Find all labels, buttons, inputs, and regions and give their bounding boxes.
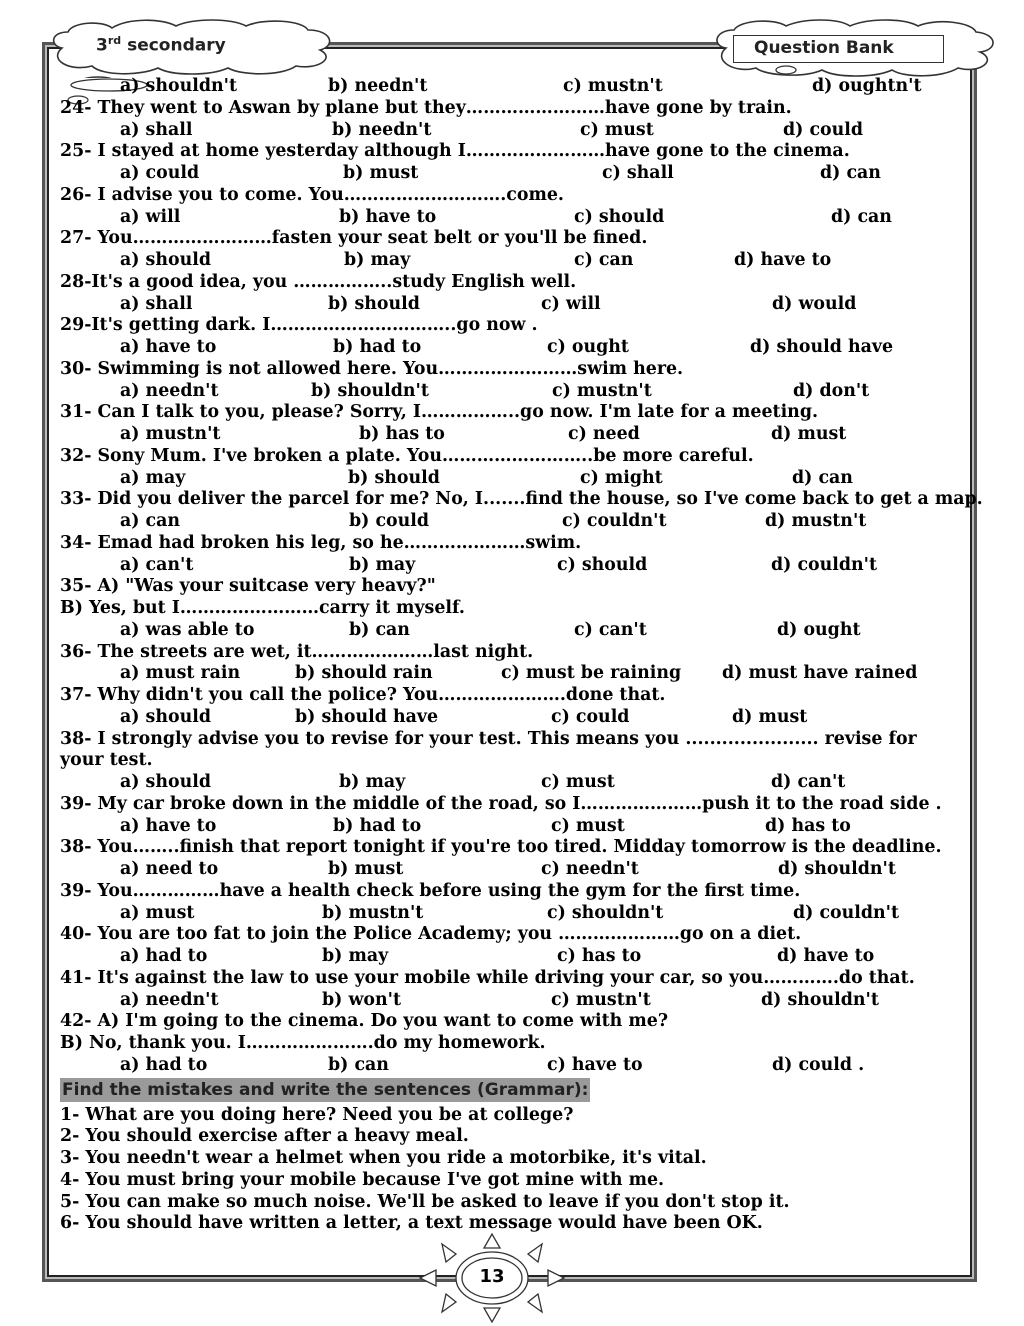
- answer-option: a) was able to: [120, 619, 255, 640]
- question-text: 28-It's a good idea, you ……………..study English well.: [60, 271, 577, 292]
- question-text: 31- Can I talk to you, please? Sorry, I……………..go now. I'm late for a meeting.: [60, 402, 819, 423]
- answer-option: c) could: [551, 706, 630, 727]
- answer-option: d) must have rained: [722, 663, 918, 684]
- answer-option: a) mustn't: [120, 424, 221, 444]
- answer-option: a) could: [120, 163, 200, 183]
- answer-option: c) shall: [602, 163, 674, 183]
- answer-option: b) may: [344, 250, 411, 270]
- answer-options: [60, 555, 960, 577]
- answer-options: [60, 163, 960, 185]
- answer-option: c) couldn't: [562, 511, 667, 531]
- answer-option: a) should: [120, 706, 211, 727]
- answer-option: d) oughtn't: [812, 76, 922, 96]
- answer-options: [60, 381, 960, 403]
- answer-option: d) ought: [777, 619, 861, 640]
- question-text: 38- I strongly advise you to revise for your test. This means you ...................... revise for your test.: [60, 728, 917, 771]
- answer-options: [60, 620, 960, 642]
- answer-option: a) must rain: [120, 663, 241, 684]
- mistake-sentence: 6- You should have written a letter, a text message would have been OK.: [60, 1213, 763, 1234]
- answer-option: d) must: [732, 706, 808, 727]
- answer-option: c) can't: [574, 619, 647, 640]
- answer-option: d) can: [831, 206, 892, 227]
- question-text: 38- You……..finish that report tonight if you're too tired. Midday tomorrow is the deadline.: [60, 837, 942, 858]
- answer-option: a) shall: [120, 119, 193, 140]
- answer-option: c) can: [574, 250, 634, 270]
- question-list: [60, 76, 983, 1235]
- question-text: 33- Did you deliver the parcel for me? No, I.......find the house, so I've come back to get a map.: [60, 489, 983, 510]
- answer-option: a) needn't: [120, 380, 219, 401]
- answer-options: [60, 772, 960, 794]
- answer-option: d) have to: [777, 946, 875, 966]
- question-text: 37- Why didn't you call the police? You………………….done that.: [60, 685, 666, 705]
- answer-options: [60, 1055, 960, 1077]
- answer-option: b) may: [349, 554, 416, 575]
- question-text: 27- You……………………fasten your seat belt or you'll be fined.: [60, 228, 648, 249]
- question-text: 35- A) "Was your suitcase very heavy?": [60, 576, 436, 597]
- question-text: 41- It's against the law to use your mobile while driving your car, so you………….do that.: [60, 967, 915, 988]
- answer-option: a) can't: [120, 554, 194, 575]
- answer-options: [60, 903, 960, 925]
- answer-option: d) has to: [765, 815, 851, 836]
- answer-options: [60, 707, 960, 729]
- question-text: 30- Swimming is not allowed here. You……………………swim here.: [60, 358, 684, 379]
- answer-option: d) shouldn't: [761, 989, 879, 1010]
- answer-option: b) should have: [295, 706, 439, 727]
- question-text: 26- I advise you to come. You……………………….come.: [60, 184, 564, 205]
- mistake-sentence: 5- You can make so much noise. We'll be asked to leave if you don't stop it.: [60, 1191, 790, 1212]
- answer-option: b) had to: [333, 815, 422, 836]
- answer-option: c) has to: [557, 946, 642, 966]
- section-heading: Find the mistakes and write the sentences (Grammar):: [62, 1079, 589, 1100]
- answer-options: [60, 294, 960, 316]
- answer-options: [60, 663, 960, 685]
- answer-options: [60, 468, 960, 490]
- answer-option: d) would: [772, 293, 857, 314]
- mistake-sentence: 4- You must bring your mobile because I've got mine with me.: [60, 1169, 665, 1190]
- answer-options: [60, 946, 960, 968]
- question-text: 42- A) I'm going to the cinema. Do you want to come with me?: [60, 1011, 669, 1032]
- question-text: 29-It's getting dark. I…………………………..go now .: [60, 315, 538, 336]
- answer-option: d) can: [820, 163, 881, 183]
- answer-option: a) shouldn't: [120, 76, 237, 96]
- question-text: 36- The streets are wet, it…………………last night.: [60, 641, 534, 662]
- answer-option: a) should: [120, 250, 211, 270]
- answer-option: b) must: [328, 859, 404, 879]
- answer-option: c) needn't: [541, 859, 639, 879]
- answer-option: b) needn't: [332, 119, 432, 140]
- answer-option: b) can: [328, 1054, 389, 1075]
- answer-option: a) must: [120, 902, 195, 923]
- answer-option: c) mustn't: [563, 76, 663, 96]
- answer-option: a) should: [120, 772, 211, 792]
- answer-option: b) have to: [339, 206, 437, 227]
- grade-label: 3rd secondary: [96, 34, 226, 56]
- question-text: 24- They went to Aswan by plane but they……………………have gone by train.: [60, 97, 792, 118]
- question-text: B) No, thank you. I………………….do my homework.: [60, 1033, 546, 1053]
- answer-option: b) should rain: [295, 663, 433, 684]
- answer-option: a) have to: [120, 815, 217, 836]
- answer-option: b) has to: [359, 424, 445, 444]
- answer-option: c) mustn't: [551, 989, 651, 1010]
- answer-option: a) will: [120, 206, 181, 227]
- answer-option: d) mustn't: [765, 511, 867, 531]
- answer-option: d) can: [792, 467, 853, 488]
- mistake-sentence: 2- You should exercise after a heavy meal.: [60, 1126, 469, 1147]
- page-number: 13: [479, 1266, 505, 1287]
- answer-option: c) might: [580, 467, 663, 488]
- answer-option: b) may: [322, 946, 389, 966]
- answer-option: d) have to: [734, 250, 832, 270]
- question-bank-label: Question Bank: [754, 38, 894, 58]
- answer-options: [60, 816, 960, 838]
- answer-option: d) could: [783, 119, 864, 140]
- answer-options: [60, 337, 960, 359]
- answer-option: c) ought: [547, 337, 629, 357]
- answer-option: c) mustn't: [552, 380, 652, 401]
- answer-options: [60, 76, 960, 98]
- answer-option: b) won't: [322, 989, 402, 1010]
- answer-option: a) had to: [120, 1054, 208, 1075]
- answer-option: c) shouldn't: [547, 902, 664, 923]
- answer-option: d) don't: [793, 380, 870, 401]
- answer-option: d) shouldn't: [778, 859, 896, 879]
- answer-option: b) had to: [333, 337, 422, 357]
- answer-option: d) couldn't: [771, 554, 878, 575]
- answer-option: d) couldn't: [793, 902, 900, 923]
- answer-option: a) shall: [120, 293, 193, 314]
- answer-option: c) will: [541, 293, 601, 314]
- answer-option: b) must: [343, 163, 419, 183]
- answer-option: b) shouldn't: [311, 380, 429, 401]
- question-text: 39- You……………have a health check before using the gym for the first time.: [60, 880, 801, 901]
- answer-option: b) may: [339, 772, 406, 792]
- question-text: 32- Sony Mum. I've broken a plate. You……………………..be more careful.: [60, 445, 754, 466]
- answer-option: b) can: [349, 619, 410, 640]
- answer-option: a) can: [120, 511, 181, 531]
- answer-option: d) can't: [771, 772, 846, 792]
- answer-option: d) could .: [772, 1054, 865, 1075]
- answer-option: c) need: [568, 424, 640, 444]
- answer-option: a) have to: [120, 337, 217, 357]
- question-text: 25- I stayed at home yesterday although I……………………have gone to the cinema.: [60, 141, 850, 162]
- answer-option: b) needn't: [328, 76, 428, 96]
- answer-option: a) needn't: [120, 989, 219, 1010]
- answer-option: c) must: [541, 772, 615, 792]
- answer-option: c) must: [580, 119, 654, 140]
- answer-option: c) should: [574, 206, 665, 227]
- answer-option: a) had to: [120, 946, 208, 966]
- answer-option: a) may: [120, 467, 186, 488]
- answer-option: c) should: [557, 554, 648, 575]
- question-text: B) Yes, but I……………………carry it myself.: [60, 598, 465, 618]
- answer-option: b) could: [349, 511, 430, 531]
- answer-options: [60, 424, 960, 446]
- answer-option: c) must be raining: [501, 663, 682, 684]
- answer-options: [60, 120, 960, 142]
- answer-option: c) must: [551, 815, 625, 836]
- answer-option: c) have to: [547, 1054, 643, 1075]
- question-text: 34- Emad had broken his leg, so he…………………swim.: [60, 532, 582, 553]
- answer-options: [60, 207, 960, 229]
- answer-options: [60, 511, 960, 533]
- answer-option: d) must: [771, 424, 847, 444]
- answer-option: d) should have: [750, 337, 894, 357]
- question-text: 40- You are too fat to join the Police Academy; you …………………go on a diet.: [60, 924, 802, 945]
- mistake-sentence: 3- You needn't wear a helmet when you ride a motorbike, it's vital.: [60, 1148, 707, 1168]
- answer-option: b) mustn't: [322, 902, 424, 923]
- answer-option: a) need to: [120, 859, 219, 879]
- answer-options: [60, 990, 960, 1012]
- question-text: 39- My car broke down in the middle of the road, so I…………………push it to the road side .: [60, 793, 942, 814]
- mistake-sentence: 1- What are you doing here? Need you be at college?: [60, 1104, 574, 1125]
- answer-options: [60, 250, 960, 272]
- answer-option: b) should: [348, 467, 440, 488]
- answer-options: [60, 859, 960, 881]
- answer-option: b) should: [328, 293, 420, 314]
